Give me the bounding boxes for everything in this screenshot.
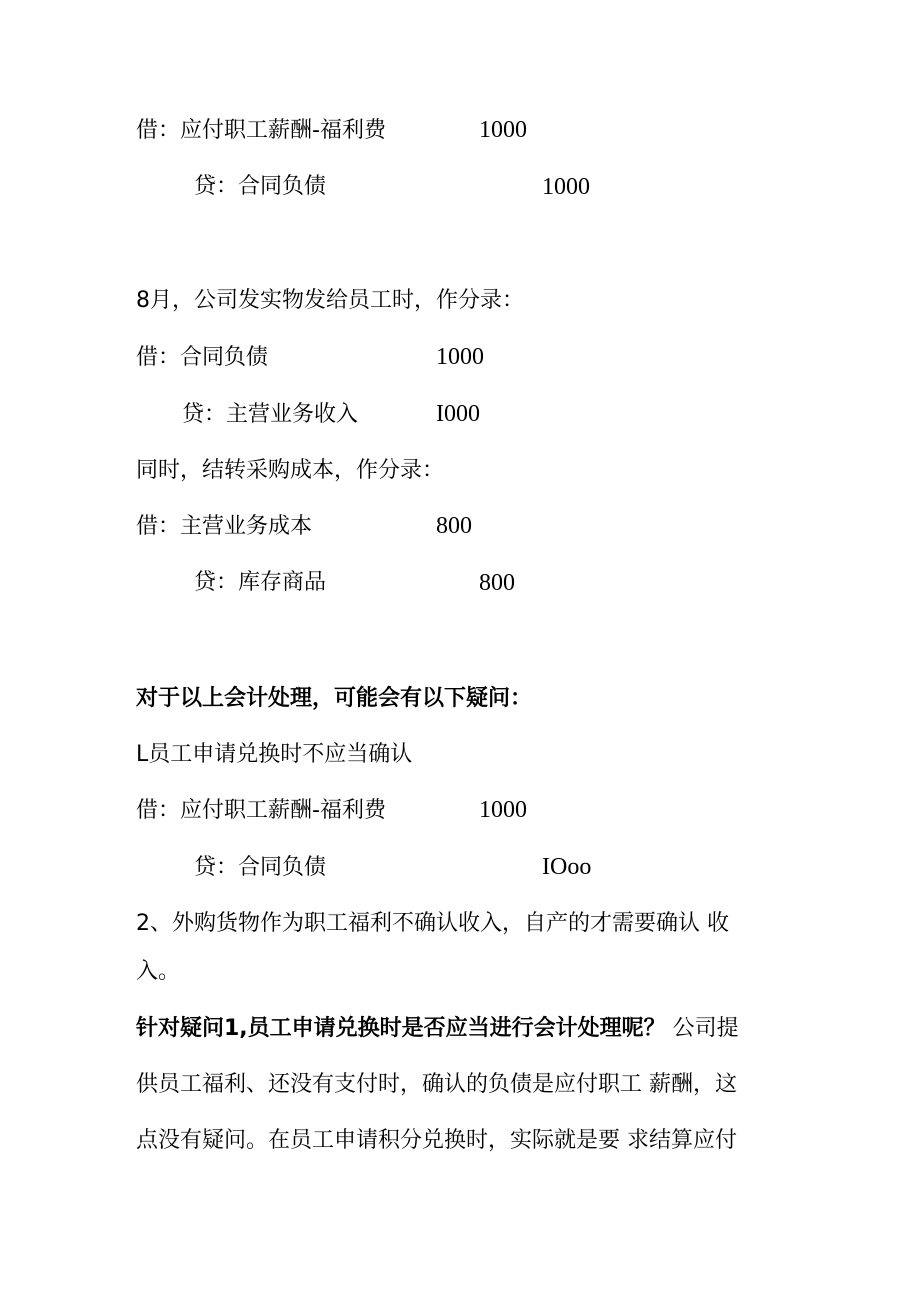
journal-credit-label: 贷：库存商品	[194, 570, 327, 595]
answer-line-2: 供员工福利、还没有支付时，确认的负债是应付职工 薪酬，这	[136, 1072, 737, 1097]
answer-line-1	[136, 1014, 739, 1044]
journal-amount: 800	[436, 513, 472, 539]
journal-debit-label: 借：主营业务成本	[136, 514, 313, 539]
journal-debit-label: 借：应付职工薪酬-福利费	[136, 798, 386, 823]
answer-text: 公司提	[665, 1016, 739, 1041]
journal-debit-label: 借：合同负债	[136, 345, 269, 370]
carry-cost-note: 同时，结转采购成本，作分录：	[136, 458, 445, 483]
doubts-heading: 对于以上会计处理，可能会有以下疑问：	[136, 686, 533, 711]
august-note: 8月，公司发实物发给员工时，作分录：	[136, 288, 524, 313]
answer-line-3: 点没有疑问。在员工申请积分兑换时，实际就是要 求结算应付	[136, 1128, 737, 1153]
journal-amount: 1000	[542, 174, 590, 200]
doubt-item-2-line1: 2、外购货物作为职工福利不确认收入，自产的才需要确认 收	[136, 911, 729, 936]
doubt-item-2-line2: 入。	[136, 959, 181, 984]
journal-credit-label: 贷：合同负债	[194, 855, 327, 880]
journal-amount: 1000	[479, 117, 527, 143]
journal-credit-label: 贷：主营业务收入	[182, 402, 359, 427]
journal-amount: 800	[479, 570, 515, 596]
journal-amount: 1000	[436, 344, 484, 370]
journal-amount: 1000	[479, 797, 527, 823]
journal-amount: I000	[436, 401, 480, 427]
journal-debit-label: 借：应付职工薪酬-福利费	[136, 118, 386, 143]
journal-amount: IOoo	[542, 854, 592, 880]
answer-question-bold: 针对疑问1,员工申请兑换时是否应当进行会计处理呢？	[136, 1016, 666, 1041]
journal-credit-label: 贷：合同负债	[194, 174, 327, 199]
doubt-item-1: L员工申请兑换时不应当确认	[136, 742, 413, 767]
